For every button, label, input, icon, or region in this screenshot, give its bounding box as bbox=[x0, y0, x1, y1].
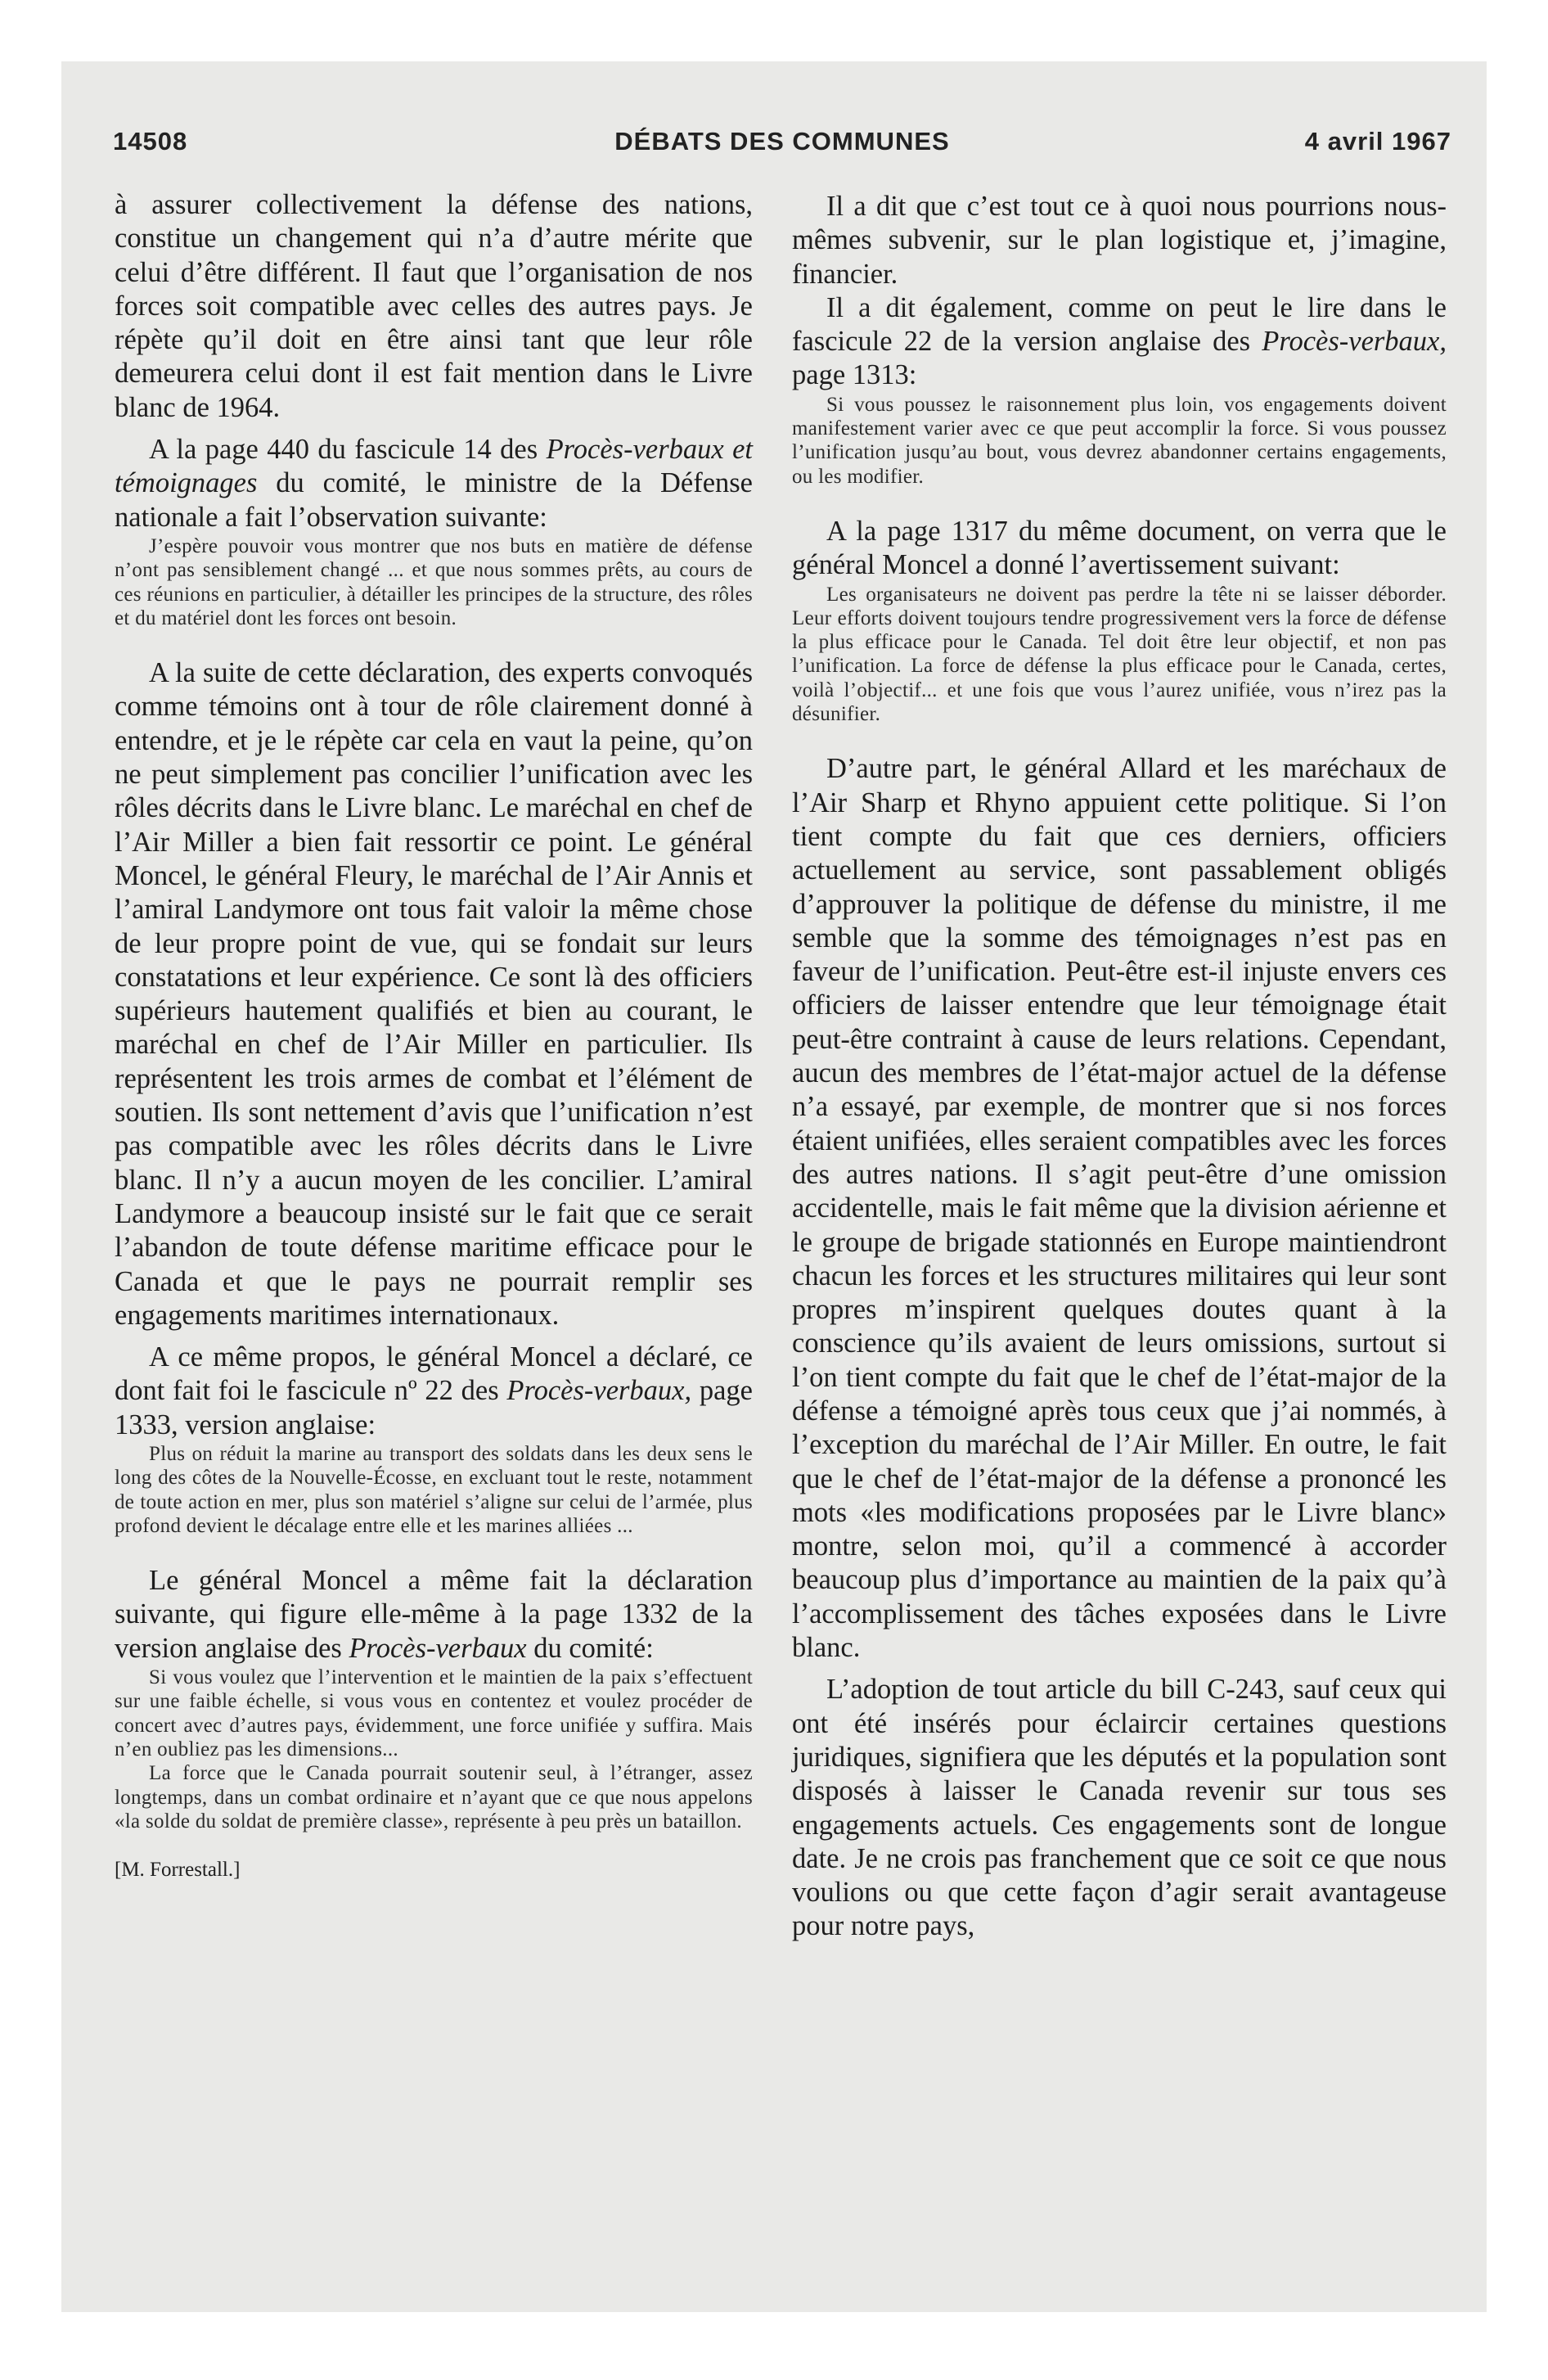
left-column bbox=[115, 188, 753, 1882]
right-column bbox=[792, 190, 1447, 1944]
paragraph: à assurer collectivement la défense des nations, constitue un changement qui n’a d’autre mérite que celui d’être différent. Il faut que l’organisation de nos forces soit compatible avec celles des autres pays. Je répète qu’il doit en être ainsi tant que leur rôle demeurera celui dont il est fait mention dans le Livre blanc de 1964. bbox=[115, 189, 753, 423]
block-quote: Plus on réduit la marine au transport des soldats dans les deux sens le long des côtes de la Nouvelle-Écosse, en excluant tout le reste, notamment de toute action en mer, plus son matériel s’aligne sur celui de l’armée, plus profond devient le décalage entre elle et les marines alliées ... bbox=[115, 1442, 753, 1537]
block-quote: Si vous poussez le raisonnement plus loin, vos engagements doivent manifestement varier avec ce que peut accomplir la force. Si vous poussez l’unification jusqu’au bout, vous devrez abandonner certains engagements, ou les modifier. bbox=[792, 393, 1447, 488]
publication-title: DÉBATS DES COMMUNES bbox=[614, 127, 950, 156]
block-quote: Si vous voulez que l’intervention et le maintien de la paix s’effectuent sur une faible échelle, si vous vous en contentez et voulez procéder de concert avec d’autres pays, évidemment, une force unifiée y suffira. Mais n’en oubliez pas les dimensions... bbox=[115, 1666, 753, 1760]
paragraph: L’adoption de tout article du bill C-243, sauf ceux qui ont été insérés pour éclaircir certaines questions juridiques, signifiera que les députés et la population sont disposés à laisser le Canada revenir sur tous ses engagements actuels. Ces engagements sont de longue date. Je ne crois pas franchement que ce soit ce que nous voulions ou que cette façon d’agir serait avantageuse pour notre pays, bbox=[792, 1674, 1447, 1942]
page-number: 14508 bbox=[113, 127, 188, 156]
speaker-attribution: [M. Forrestall.] bbox=[115, 1859, 241, 1882]
block-quote: La force que le Canada pourrait soutenir seul, à l’étranger, assez longtemps, dans un combat ordinaire et n’ayant que ce que nous appelons «la solde du soldat de première classe», représente à peu près un bataillon. bbox=[115, 1762, 753, 1832]
block-quote: Les organisateurs ne doivent pas perdre la tête ni se laisser déborder. Leur efforts doivent toujours tendre progressivement vers la force de défense la plus efficace pour le Canada. Tel doit être leur objectif, et non pas l’unification. La force de défense la plus efficace pour le Canada, certes, voilà l’objectif... et une fois que vous l’aurez unifiée, vous n’irez pas la désunifier. bbox=[792, 583, 1447, 726]
block-quote: J’espère pouvoir vous montrer que nos buts en matière de défense n’ont pas sensiblement changé ... et que nous sommes prêts, au cours de ces réunions en particulier, à détailler les principes de la structure, des rôles et du matériel dont les forces ont besoin. bbox=[115, 534, 753, 629]
paragraph: Le général Moncel a même fait la déclaration suivante, qui figure elle-même à la page 1332 de la version anglaise des Procès-verbaux du comité: bbox=[115, 1565, 753, 1664]
page-header bbox=[113, 127, 1451, 166]
paragraph: A ce même propos, le général Moncel a déclaré, ce dont fait foi le fascicule nº 22 des Procès-verbaux, page 1333, version anglaise: bbox=[115, 1341, 753, 1440]
paragraph: Il a dit également, comme on peut le lire dans le fascicule 22 de la version anglaise des Procès-verbaux, page 1313: bbox=[792, 291, 1447, 391]
paragraph: Il a dit que c’est tout ce à quoi nous pourrions nous-mêmes subvenir, sur le plan logistique et, j’imagine, financier. bbox=[792, 191, 1447, 290]
page-date: 4 avril 1967 bbox=[1304, 127, 1451, 156]
paragraph: A la page 1317 du même document, on verra que le général Moncel a donné l’avertissement suivant: bbox=[792, 515, 1447, 581]
paragraph: A la page 440 du fascicule 14 des Procès-verbaux et témoignages du comité, le ministre de la Défense nationale a fait l’observation suivante: bbox=[115, 434, 753, 533]
paragraph: D’autre part, le général Allard et les maréchaux de l’Air Sharp et Rhyno appuient cette politique. Si l’on tient compte du fait que ces derniers, officiers actuellement au service, sont passablement obligés d’approuver la politique de défense du ministre, il me semble que la somme des témoignages n’est pas en faveur de l’unification. Peut-être est-il injuste envers ces officiers de laisser entendre que leur témoignage était peut-être contraint à cause de leurs relations. Cependant, aucun des membres de l’état-major actuel de la défense n’a essayé, par exemple, de montrer que si nos forces étaient unifiées, elles seraient compatibles avec les forces des autres nations. Il s’agit peut-être d’une omission accidentelle, mais le fait même que la division aérienne et le groupe de brigade stationnés en Europe maintiendront chacun les forces et les structures militaires qui leur sont propres m’inspirent quelques doutes quant à la conscience qu’ils avaient de leurs omissions, surtout si l’on tient compte du fait que le chef de l’état-major de la défense a témoigné après tous ceux que j’ai nommés, à l’exception du maréchal de l’Air Miller. En outre, le fait que le chef de l’état-major de la défense a prononcé les mots «les modifications proposées par le Livre blanc» montre, selon moi, qu’il a commencé à accorder beaucoup plus d’importance au maintien de la paix qu’à l’accomplissement des tâches exposées dans le Livre blanc. bbox=[792, 753, 1447, 1664]
paragraph: A la suite de cette déclaration, des experts convoqués comme témoins ont à tour de rôle clairement donné à entendre, et je le répète car cela en vaut la peine, qu’on ne peut simplement pas concilier l’unification avec les rôles décrits dans le Livre blanc. Le maréchal en chef de l’Air Miller a bien fait ressortir ce point. Le général Moncel, le général Fleury, le maréchal de l’Air Annis et l’amiral Landymore ont tous fait valoir la même chose de leur propre point de vue, qui se fondait sur leurs constatations et leur expérience. Ce sont là des officiers supérieurs hautement qualifiés et bien au courant, le maréchal en chef de l’Air Miller en particulier. Ils représentent les trois armes de combat et l’élément de soutien. Ils sont nettement d’avis que l’unification n’est pas compatible avec les rôles décrits dans le Livre blanc. Il n’y a aucun moyen de les concilier. L’amiral Landymore a beaucoup insisté sur le fait que ce serait l’abandon de toute défense maritime efficace pour le Canada et que le pays ne pourrait remplir ses engagements maritimes internationaux. bbox=[115, 657, 753, 1331]
